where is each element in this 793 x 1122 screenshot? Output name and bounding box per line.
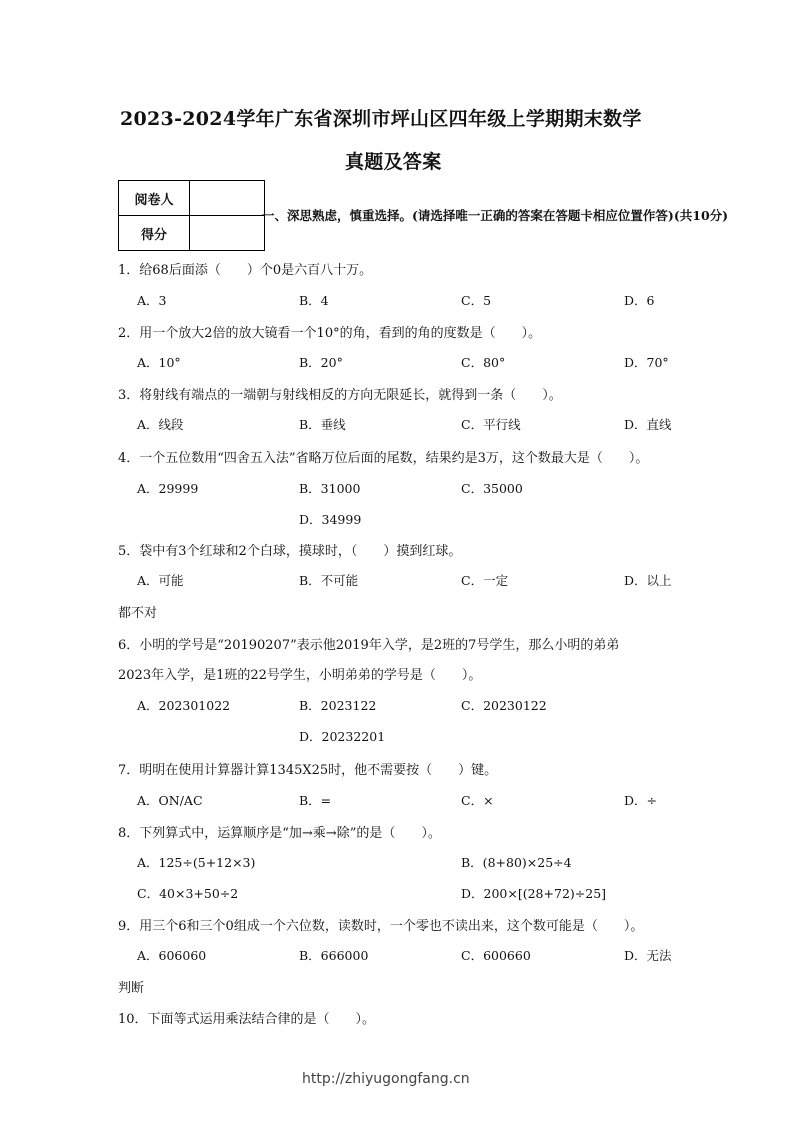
option-b: B．666000 [299,948,369,963]
option-a: A．可能 [137,573,184,588]
option-c: C．20230122 [461,698,547,713]
question-stem: 2．用一个放大2倍的放大镜看一个10°的角，看到的角的度数是（ ）。 [118,326,542,341]
question-stem-line2: 2023年入学，是1班的22号学生，小明弟弟的学号是（ ）。 [118,668,482,683]
option-d: D．无法 [624,948,672,963]
option-d-wrap: 都不对 [118,606,158,621]
score-label: 得分 [119,216,190,251]
option-a: A．202301022 [137,698,231,713]
question-stem: 5．袋中有3个红球和2个白球，摸球时，（ ）摸到红球。 [118,544,462,559]
option-b: B．20° [299,355,343,370]
question-stem: 4．一个五位数用“四舍五入法”省略万位后面的尾数，结果约是3万，这个数最大是（ ）。 [118,451,649,466]
option-b: B．4 [299,293,329,308]
option-a: A．29999 [137,481,199,496]
score-cell [190,216,265,251]
option-a: A．125÷(5+12×3) [137,855,256,870]
option-d: D．70° [624,355,669,370]
question-stem: 3．将射线有端点的一端朝与射线相反的方向无限延长，就得到一条（ ）。 [118,388,562,403]
reviewer-label: 阅卷人 [119,181,190,216]
question-stem: 7．明明在使用计算器计算1345X25时，他不需要按（ ）键。 [118,763,498,778]
option-d-wrap: 判断 [118,981,145,996]
option-b: B．2023122 [299,698,377,713]
option-a: A．ON/AC [137,793,203,808]
option-b: B．31000 [299,481,361,496]
option-c: C．一定 [461,573,509,588]
option-b: B．不可能 [299,573,359,588]
question-stem: 6．小明的学号是“20190207”表示他2019年入学，是2班的7号学生，那么小明的弟弟 [118,638,620,653]
option-c: C．40×3+50÷2 [137,886,239,901]
question-stem: 10．下面等式运用乘法结合律的是（ ）。 [118,1012,376,1027]
option-b: B．(8+80)×25÷4 [461,855,572,870]
option-d: D．6 [624,293,655,308]
option-a: A．10° [137,355,181,370]
option-d: D．直线 [624,417,672,432]
footer-url[interactable]: http://zhiyugongfang.cn [302,1071,470,1087]
page-title-line2: 真题及答案 [345,151,442,173]
question-stem: 8．下列算式中，运算顺序是“加→乘→除”的是（ ）。 [118,826,441,841]
option-c: C．35000 [461,481,523,496]
option-c: C．600660 [461,948,531,963]
option-a: A．线段 [137,417,184,432]
reviewer-cell [190,181,265,216]
option-c: C．5 [461,293,492,308]
question-stem: 1．给68后面添（ ）个0是六百八十万。 [118,263,373,278]
option-b: B．垂线 [299,417,346,432]
question-stem: 9．用三个6和三个0组成一个六位数，读数时，一个零也不读出来，这个数可能是（ ）。 [118,919,644,934]
option-d: D．200×[(28+72)÷25] [461,886,607,901]
page-title-line1: 2023-2024学年广东省深圳市坪山区四年级上学期期末数学 [120,108,642,130]
option-a: A．3 [137,293,167,308]
option-c: C．平行线 [461,417,521,432]
option-c: C．80° [461,355,506,370]
section1-heading: 一、深思熟虑，慎重选择。(请选择唯一正确的答案在答题卡相应位置作答)(共10分) [262,208,729,223]
option-b: B．= [299,793,332,808]
option-d: D．÷ [624,793,657,808]
option-d: D．20232201 [299,729,386,744]
option-d: D．34999 [299,512,362,527]
option-d: D．以上 [624,573,672,588]
option-c: C．× [461,793,494,808]
score-box [118,180,265,251]
option-a: A．606060 [137,948,207,963]
